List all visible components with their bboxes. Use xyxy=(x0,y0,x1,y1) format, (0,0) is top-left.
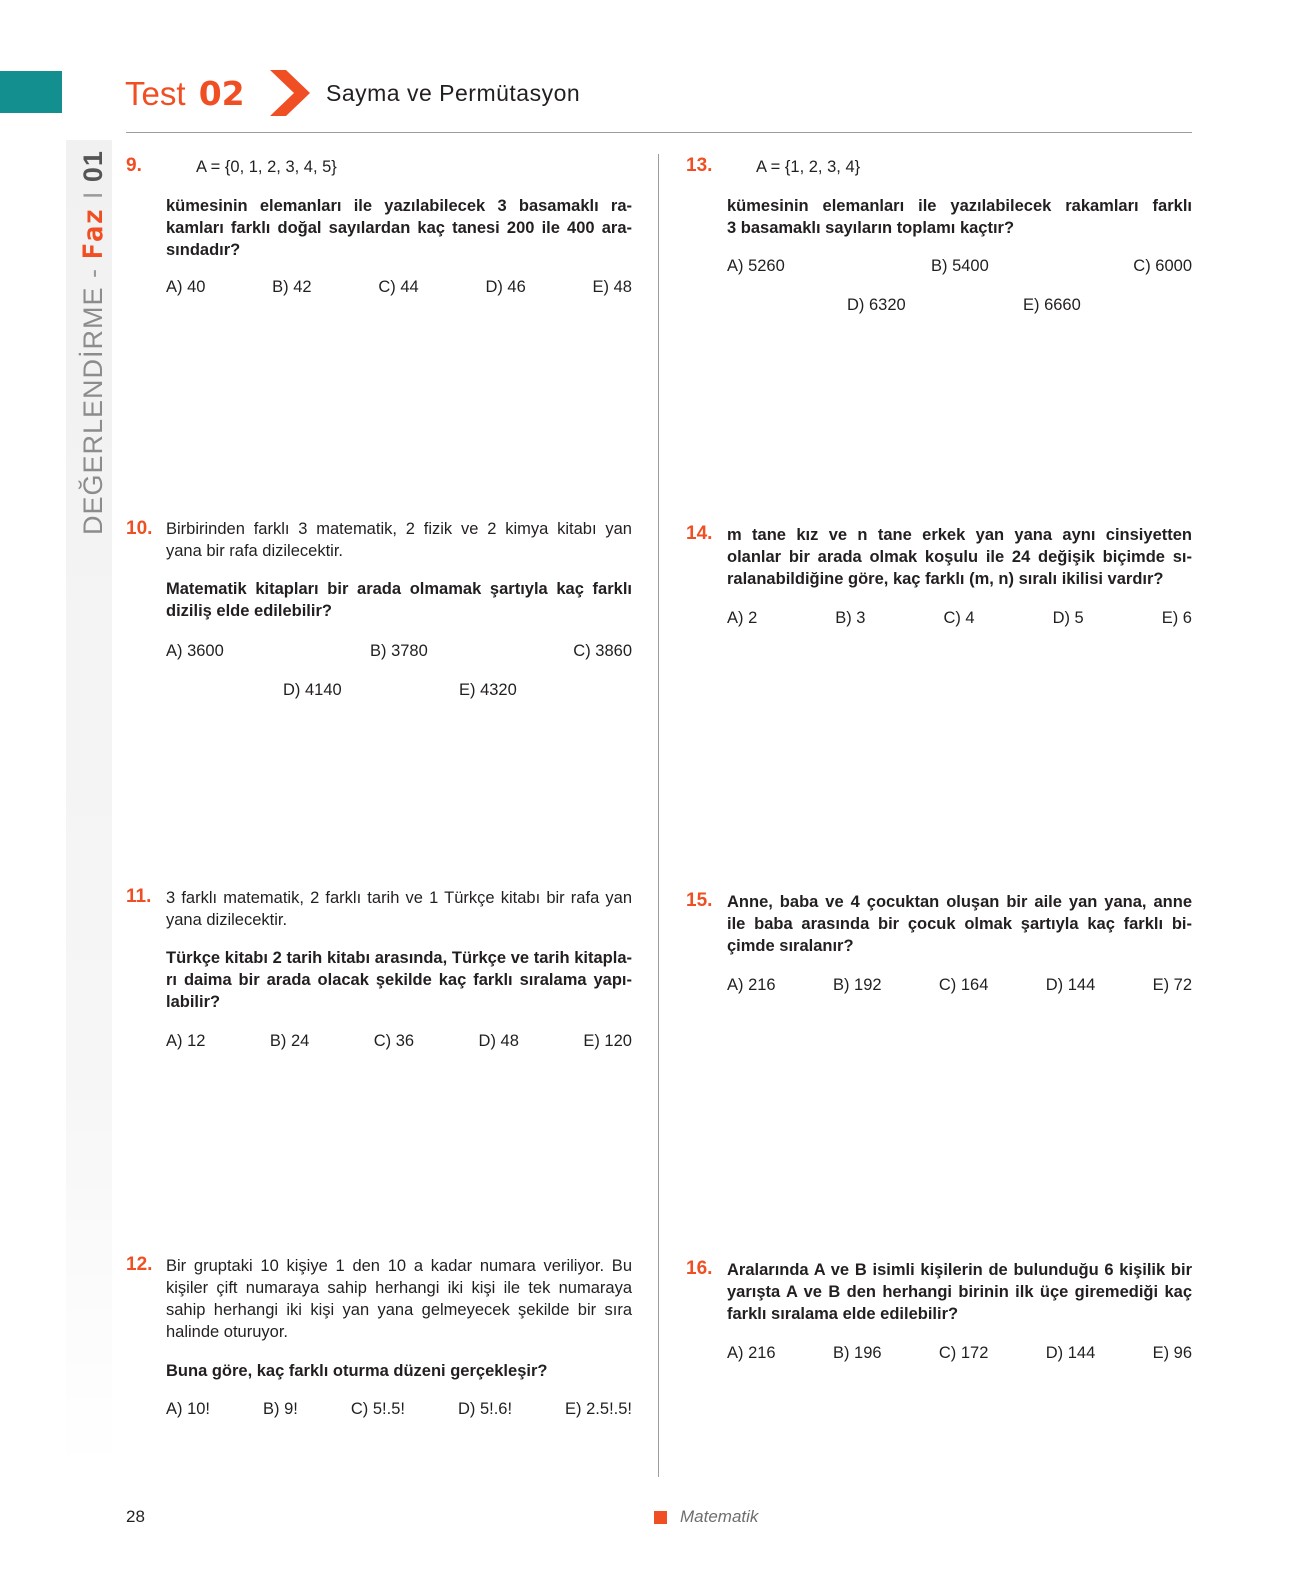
option-e[interactable]: E) 120 xyxy=(583,1032,632,1050)
corner-tab xyxy=(0,71,62,113)
question-intro xyxy=(166,887,632,931)
option-d[interactable]: D) 4140 xyxy=(283,681,342,699)
question-line: kamları farklı doğal sayılardan kaç tanesi 200 ile 400 ara- xyxy=(166,219,632,237)
question-text xyxy=(166,578,632,622)
option-e[interactable]: E) 2.5!.5! xyxy=(565,1400,632,1418)
option-c[interactable]: C) 172 xyxy=(938,1344,989,1362)
answer-options xyxy=(727,607,1192,629)
question-line: farklı sıralama elde edilebilir? xyxy=(727,1305,959,1323)
test-title xyxy=(125,74,245,114)
option-d[interactable]: D) 6320 xyxy=(847,296,906,314)
option-e[interactable]: E) 48 xyxy=(592,278,632,296)
option-c[interactable]: C) 5!.5! xyxy=(350,1400,405,1418)
option-c[interactable]: C) 44 xyxy=(378,278,419,296)
option-e[interactable]: E) 72 xyxy=(1152,976,1192,994)
question-text xyxy=(727,891,1192,957)
answer-options xyxy=(166,640,632,700)
page-subtitle: Sayma ve Permütasyon xyxy=(326,80,581,106)
question-line: 3 basamaklı sayıların toplamı kaçtır? xyxy=(727,219,1015,237)
question-line: Aralarında A ve B isimli kişilerin de bulunduğu 6 kişilik bir xyxy=(727,1261,1192,1279)
answer-options xyxy=(727,1342,1192,1364)
option-c[interactable]: C) 164 xyxy=(938,976,989,994)
sidebar-label xyxy=(78,150,109,535)
option-c[interactable]: C) 4 xyxy=(943,609,975,627)
question-text xyxy=(166,195,632,261)
page-number: 28 xyxy=(126,1507,145,1526)
sidebar-brand: Faz xyxy=(78,207,109,260)
option-b[interactable]: B) 192 xyxy=(832,976,882,994)
question-line: sındadır? xyxy=(166,241,241,259)
test-label: Test xyxy=(125,75,186,112)
question-text: Buna göre, kaç farklı oturma düzeni gerçekleşir? xyxy=(166,1362,548,1380)
question-line: Türkçe kitabı 2 tarih kitabı arasında, Türkçe ve tarih kitapla- xyxy=(166,949,632,967)
option-d[interactable]: D) 144 xyxy=(1045,976,1096,994)
option-c[interactable]: C) 6000 xyxy=(1133,257,1192,275)
question-line: kümesinin elemanları ile yazılabilecek rakamları farklı xyxy=(727,197,1192,215)
square-bullet-icon xyxy=(654,1511,667,1524)
question-line: 3 farklı matematik, 2 farklı tarih ve 1 Türkçe kitabı bir rafa yan xyxy=(166,889,632,907)
question-line: yana dizilecektir. xyxy=(166,911,288,929)
question-line: olanlar bir arada olmak koşulu ile 24 değişik biçimde sı- xyxy=(727,548,1192,566)
option-e[interactable]: E) 4320 xyxy=(459,681,517,699)
question-line: halinde oturuyor. xyxy=(166,1323,289,1341)
chevron-right-icon xyxy=(270,70,310,116)
question-text xyxy=(727,524,1192,590)
option-a[interactable]: A) 5260 xyxy=(727,257,785,275)
option-d[interactable]: D) 5 xyxy=(1052,609,1084,627)
sidebar-separator: - xyxy=(78,267,108,278)
question-line: ile baba arasında bir çocuk olmak şartıyla kaç farklı bi- xyxy=(727,915,1192,933)
question-number: 9. xyxy=(126,155,142,176)
option-a[interactable]: A) 40 xyxy=(166,278,206,296)
option-b[interactable]: B) 9! xyxy=(263,1400,298,1418)
option-e[interactable]: E) 96 xyxy=(1152,1344,1192,1362)
question-number: 11. xyxy=(126,886,152,907)
answer-options xyxy=(166,1398,632,1420)
column-divider xyxy=(658,154,659,1477)
question-line: kişiler çift numaraya sahip herhangi iki kişi ile tek numaraya xyxy=(166,1279,632,1297)
option-e[interactable]: E) 6 xyxy=(1161,609,1192,627)
option-d[interactable]: D) 46 xyxy=(485,278,526,296)
question-line: ralanabildiğine göre, kaç farklı (m, n) sıralı ikilisi vardır? xyxy=(727,570,1164,588)
sidebar-number: 01 xyxy=(78,150,108,183)
question-number: 12. xyxy=(126,1254,153,1275)
option-c[interactable]: C) 3860 xyxy=(573,642,632,660)
question-line: sahip herhangi iki kişi yan yana gelmeyecek şekilde bir sıra xyxy=(166,1301,632,1319)
question-line: çimde sıralanır? xyxy=(727,937,854,955)
question-line: rı daima bir arada olacak şekilde kaç farklı sıralama yapı- xyxy=(166,971,632,989)
option-b[interactable]: B) 5400 xyxy=(931,257,989,275)
question-line: yana bir rafa dizilecektir. xyxy=(166,542,343,560)
option-d[interactable]: D) 48 xyxy=(478,1032,519,1050)
option-a[interactable]: A) 216 xyxy=(727,976,776,994)
sidebar-bar: I xyxy=(78,190,108,200)
option-b[interactable]: B) 42 xyxy=(272,278,312,296)
option-a[interactable]: A) 3600 xyxy=(166,642,224,660)
answer-options xyxy=(727,255,1192,315)
question-text xyxy=(166,947,632,1013)
answer-options xyxy=(166,1030,632,1052)
option-a[interactable]: A) 12 xyxy=(166,1032,206,1050)
option-a[interactable]: A) 10! xyxy=(166,1400,211,1418)
option-a[interactable]: A) 2 xyxy=(727,609,758,627)
question-set: A = {1, 2, 3, 4} xyxy=(756,158,861,176)
question-number: 16. xyxy=(686,1258,713,1279)
answer-options xyxy=(166,276,632,298)
option-a[interactable]: A) 216 xyxy=(727,1344,776,1362)
option-b[interactable]: B) 24 xyxy=(269,1032,310,1050)
test-number: 02 xyxy=(198,74,245,113)
option-d[interactable]: D) 5!.6! xyxy=(457,1400,513,1418)
question-line: Bir gruptaki 10 kişiye 1 den 10 a kadar numara veriliyor. Bu xyxy=(166,1257,632,1275)
header-divider xyxy=(126,132,1192,133)
question-line: kümesinin elemanları ile yazılabilecek 3 basamaklı ra- xyxy=(166,197,632,215)
question-line: m tane kız ve n tane erkek yan yana aynı cinsiyetten xyxy=(727,526,1192,544)
question-line: Birbirinden farklı 3 matematik, 2 fizik ve 2 kimya kitabı yan xyxy=(166,520,632,538)
option-e[interactable]: E) 6660 xyxy=(1023,296,1081,314)
sidebar-section: DEĞERLENDİRME xyxy=(78,286,108,535)
question-line: labilir? xyxy=(166,993,221,1011)
question-line: Matematik kitapları bir arada olmamak şartıyla kaç farklı xyxy=(166,580,632,598)
option-d[interactable]: D) 144 xyxy=(1045,1344,1096,1362)
question-line: Anne, baba ve 4 çocuktan oluşan bir aile yan yana, anne xyxy=(727,893,1192,911)
question-intro xyxy=(166,518,632,562)
option-b[interactable]: B) 3780 xyxy=(370,642,428,660)
subject-label: Matematik xyxy=(680,1507,759,1526)
question-intro xyxy=(166,1255,632,1343)
option-c[interactable]: C) 36 xyxy=(373,1032,415,1050)
answer-options xyxy=(727,974,1192,996)
question-text xyxy=(727,195,1192,239)
question-number: 15. xyxy=(686,890,713,911)
question-number: 14. xyxy=(686,523,713,544)
question-set: A = {0, 1, 2, 3, 4, 5} xyxy=(196,158,337,176)
question-line: diziliş elde edilebilir? xyxy=(166,602,332,620)
question-number: 10. xyxy=(126,518,153,539)
option-b[interactable]: B) 196 xyxy=(832,1344,882,1362)
option-b[interactable]: B) 3 xyxy=(835,609,866,627)
question-number: 13. xyxy=(686,155,713,176)
question-text xyxy=(727,1259,1192,1325)
question-line: yarışta A ve B den herhangi birinin ilk üçe giremediği kaç xyxy=(727,1283,1192,1301)
